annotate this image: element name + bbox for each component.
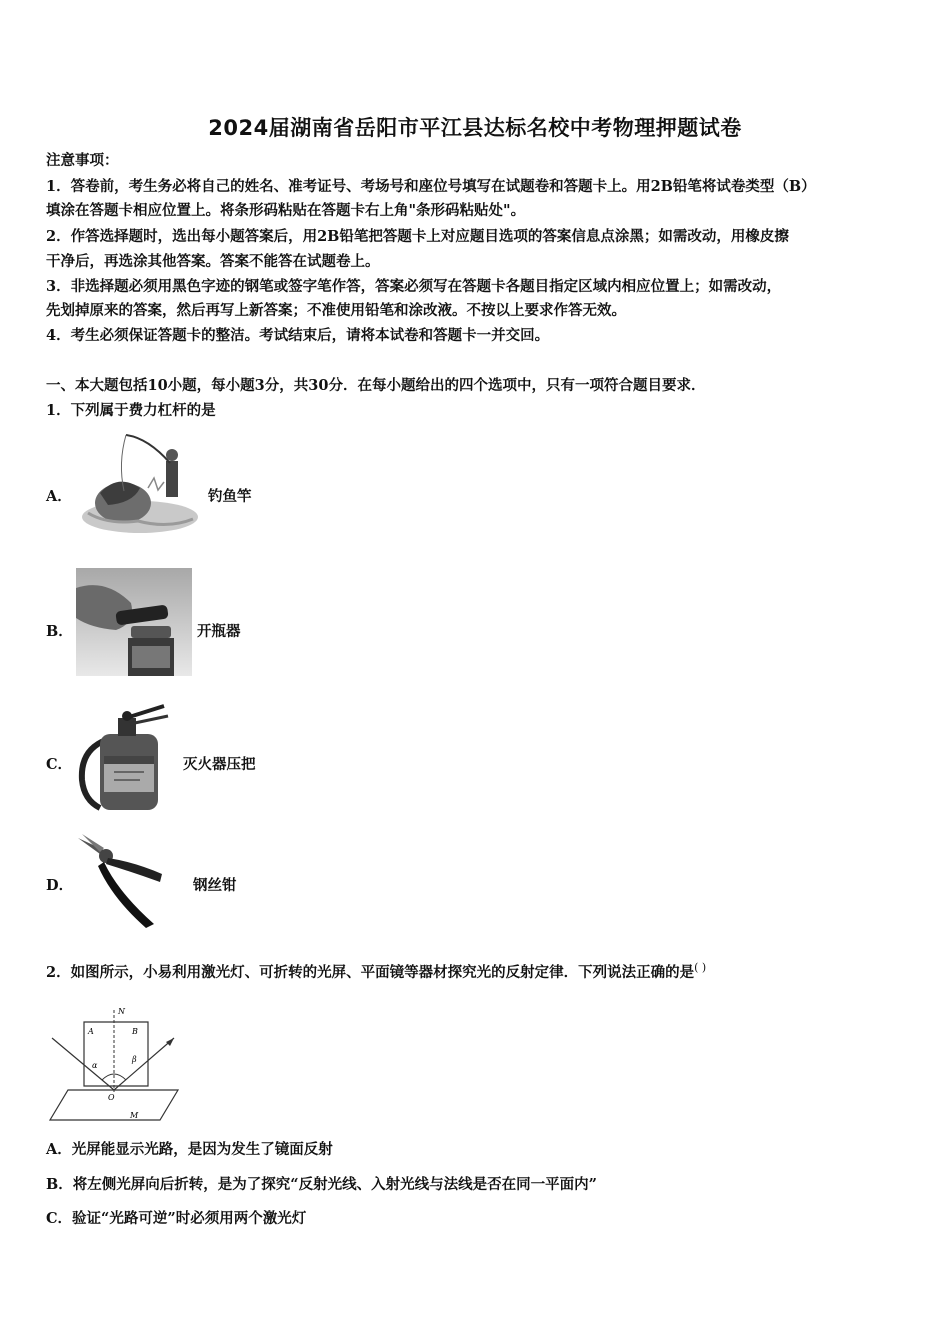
label-alpha: α bbox=[92, 1061, 98, 1070]
q2-option-c bbox=[46, 1209, 306, 1229]
notice-line-1: 1．答卷前，考生务必将自己的姓名、准考证号、考场号和座位号填写在试题卷和答题卡上。用2B铅笔将试卷类型（B） bbox=[46, 178, 816, 195]
label-m: M bbox=[130, 1111, 139, 1120]
q2-option-a-text: 光屏能显示光路，是因为发生了镜面反射 bbox=[71, 1141, 333, 1158]
label-a: A bbox=[88, 1027, 94, 1036]
notice-line-2: 填涂在答题卡相应位置上。将条形码粘贴在答题卡右上角"条形码粘贴处"。 bbox=[46, 202, 526, 219]
q1-option-a-letter: A． bbox=[46, 488, 72, 505]
q1-option-d-letter: D． bbox=[46, 877, 74, 894]
notice-line-3: 2．作答选择题时，选出每小题答案后，用2B铅笔把答题卡上对应题目选项的答案信息点涂黑；如需改动，用橡皮擦 bbox=[46, 228, 789, 245]
q2-option-b bbox=[46, 1175, 597, 1195]
label-o: O bbox=[108, 1093, 115, 1102]
q2-option-b-letter: B． bbox=[46, 1176, 73, 1193]
notice-line-4: 干净后，再选涂其他答案。答案不能答在试题卷上。 bbox=[46, 253, 380, 270]
q2-option-c-text: 验证“光路可逆”时必须用两个激光灯 bbox=[72, 1210, 307, 1227]
notice-heading: 注意事项： bbox=[46, 152, 119, 169]
fire-extinguisher-picture bbox=[78, 700, 174, 812]
q1-option-c-text: 灭火器压把 bbox=[183, 756, 256, 773]
q1-option-d-text: 钢丝钳 bbox=[193, 877, 237, 894]
notice-line-7: 4．考生必须保证答题卡的整洁。考试结束后，请将本试卷和答题卡一并交回。 bbox=[46, 327, 550, 344]
reflection-diagram bbox=[46, 1002, 186, 1126]
label-n: N bbox=[118, 1007, 125, 1016]
q1-option-b-letter: B． bbox=[46, 623, 73, 640]
notice-line-5: 3．非选择题必须用黑色字迹的钢笔或签字笔作答，答案必须写在答题卡各题目指定区域内相应位置上；如需改动， bbox=[46, 278, 782, 295]
q2-option-a-letter: A． bbox=[46, 1141, 72, 1158]
fishing-rod-picture bbox=[78, 433, 203, 538]
q2-option-c-letter: C． bbox=[46, 1210, 73, 1227]
question-1-stem: 1．下列属于费力杠杆的是 bbox=[46, 402, 216, 419]
q2-option-b-text: 将左侧光屏向后折转，是为了探究“反射光线、入射光线与法线是否在同一平面内” bbox=[72, 1176, 597, 1193]
q1-option-b-text: 开瓶器 bbox=[197, 623, 241, 640]
q1-option-c-letter: C． bbox=[46, 756, 73, 773]
section-heading: 一、本大题包括10小题，每小题3分，共30分．在每小题给出的四个选项中，只有一项符合题目要求． bbox=[46, 377, 706, 394]
label-b: B bbox=[132, 1027, 138, 1036]
bottle-opener-picture bbox=[76, 568, 192, 676]
page-title: 2024届湖南省岳阳市平江县达标名校中考物理押题试卷 bbox=[208, 116, 742, 140]
q1-option-a-text: 钓鱼竿 bbox=[208, 488, 252, 505]
question-2-stem bbox=[46, 958, 706, 983]
answer-parentheses: ( ) bbox=[694, 961, 707, 974]
label-beta: β bbox=[132, 1055, 137, 1064]
q2-option-a bbox=[46, 1140, 333, 1160]
pliers-picture bbox=[74, 832, 166, 928]
notice-line-6: 先划掉原来的答案，然后再写上新答案；不准使用铅笔和涂改液。不按以上要求作答无效。 bbox=[46, 302, 626, 319]
question-2-stem-text: 2．如图所示，小易利用激光灯、可折转的光屏、平面镜等器材探究光的反射定律．下列说法正确的是 bbox=[46, 964, 695, 981]
